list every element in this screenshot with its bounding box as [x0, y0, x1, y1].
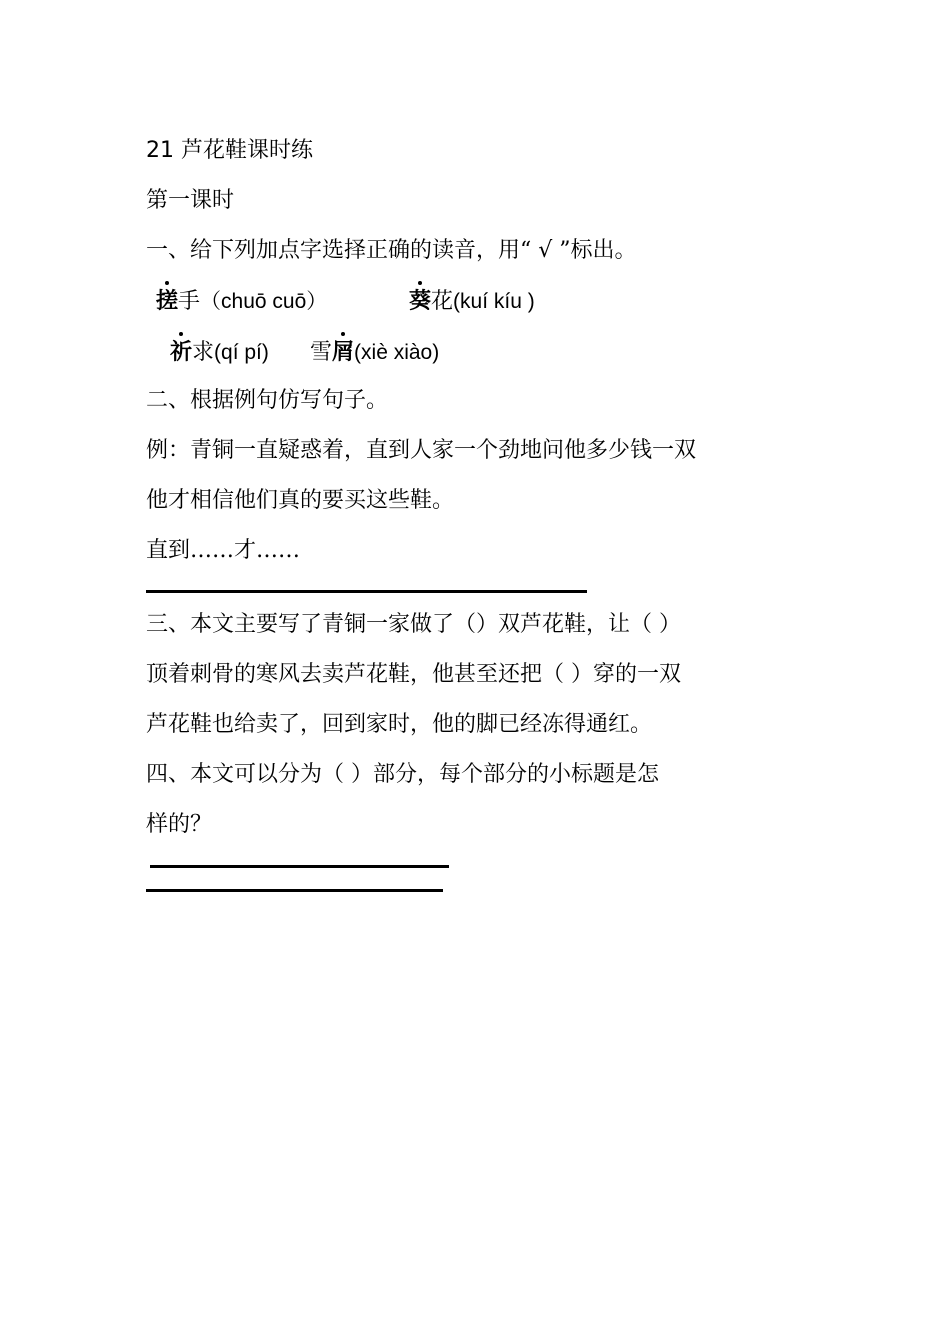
- question-1-row-1: [156, 287, 327, 317]
- question-1-row-1b: [409, 287, 535, 317]
- question-2-pattern: 直到……才……: [146, 538, 301, 563]
- question-2-prompt: 二、根据例句仿写句子。: [146, 388, 389, 413]
- question-4-line-2: 样的？: [146, 812, 213, 837]
- word-rest: 手: [178, 289, 201, 314]
- question-3-line-3: 芦花鞋也给卖了，回到家时，他的脚已经冻得通红。: [146, 712, 653, 737]
- lesson-subtitle: 第一课时: [146, 188, 235, 213]
- question-1-row-2b: [310, 338, 439, 368]
- question-1-prompt: 一、给下列加点字选择正确的读音，用“ √ ”标出。: [146, 238, 637, 263]
- word-rest: 花: [431, 289, 454, 314]
- answer-line[interactable]: [150, 865, 449, 868]
- pinyin-options: （chuō cuō）: [200, 290, 328, 313]
- question-4-line-1: 四、本文可以分为（ ）部分，每个部分的小标题是怎: [146, 762, 659, 787]
- question-2-example-line-1: 例：青铜一直疑惑着，直到人家一个劲地问他多少钱一双: [146, 438, 697, 463]
- answer-line[interactable]: [146, 590, 587, 593]
- question-1-row-2: [170, 338, 269, 368]
- question-3-line-1: 三、本文主要写了青铜一家做了（）双芦花鞋，让（ ）: [146, 612, 681, 637]
- worksheet-title: 21 芦花鞋课时练: [146, 138, 313, 163]
- answer-line[interactable]: [146, 889, 443, 892]
- question-2-example-line-2: 他才相信他们真的要买这些鞋。: [146, 488, 455, 513]
- pinyin-options: (kuí kíu ): [453, 290, 535, 313]
- word-pre: 雪: [310, 340, 333, 365]
- pinyin-options: (qí pí): [214, 341, 269, 364]
- dotted-char: 祈: [170, 338, 192, 368]
- dotted-char: 葵: [409, 287, 431, 317]
- word-rest: 求: [192, 340, 215, 365]
- dotted-char: 屑: [332, 338, 354, 368]
- dotted-char: 搓: [156, 287, 178, 317]
- pinyin-options: (xiè xiào): [354, 341, 440, 364]
- question-3-line-2: 顶着刺骨的寒风去卖芦花鞋，他甚至还把（ ）穿的一双: [146, 662, 681, 687]
